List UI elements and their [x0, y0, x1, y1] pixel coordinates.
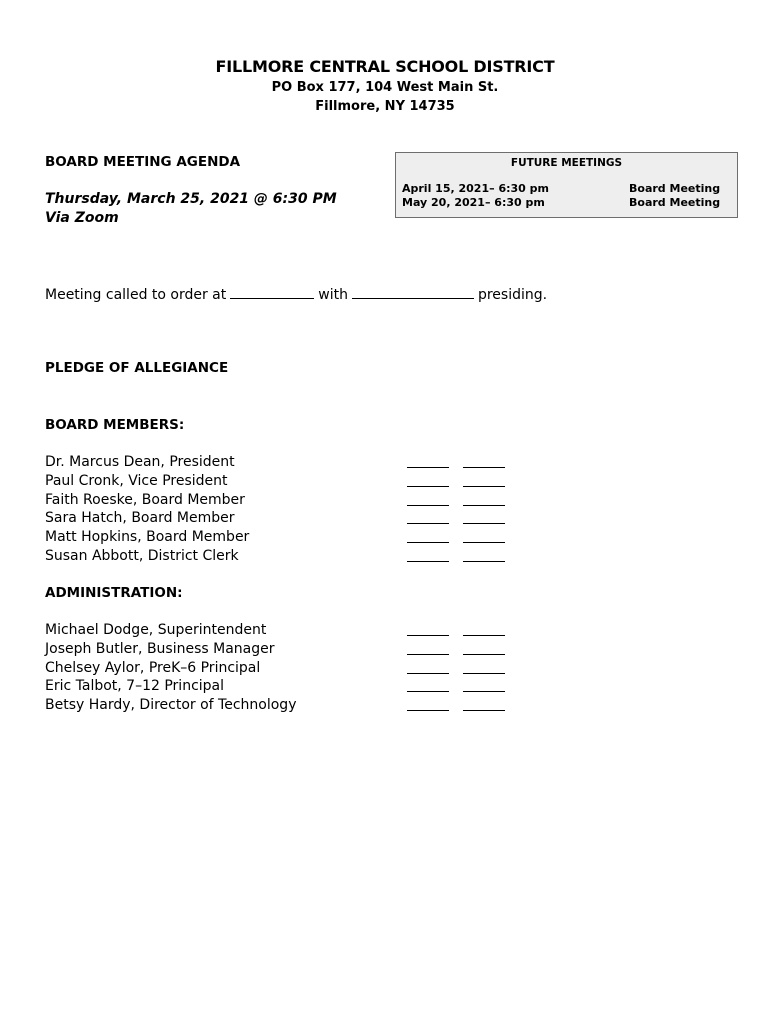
future-meeting-row	[402, 196, 732, 210]
attendance-blank	[407, 673, 449, 674]
board-members-list	[45, 453, 515, 566]
call-to-order-line	[45, 286, 547, 303]
future-meeting-row	[402, 182, 732, 196]
list-item	[45, 696, 515, 715]
list-item	[45, 547, 515, 566]
attendance-blank	[407, 523, 449, 524]
admin-name: Eric Talbot, 7–12 Principal	[45, 678, 225, 695]
call-to-order-middle: with	[318, 287, 348, 303]
future-meeting-type: Board Meeting	[629, 196, 721, 209]
meeting-location: Via Zoom	[45, 210, 119, 226]
attendance-blank	[463, 654, 505, 655]
attendance-blank	[463, 505, 505, 506]
admin-name: Joseph Butler, Business Manager	[45, 640, 275, 657]
time-blank	[230, 286, 314, 299]
future-meetings-box	[395, 152, 738, 218]
agenda-title: BOARD MEETING AGENDA	[45, 154, 241, 170]
attendance-blank	[407, 505, 449, 506]
member-name: Matt Hopkins, Board Member	[45, 529, 250, 546]
district-name: FILLMORE CENTRAL SCHOOL DISTRICT	[215, 57, 555, 76]
list-item	[45, 509, 515, 528]
attendance-blank	[463, 467, 505, 468]
attendance-blank	[463, 561, 505, 562]
address-line-1: PO Box 177, 104 West Main St.	[271, 80, 499, 95]
future-meeting-type: Board Meeting	[629, 182, 721, 195]
attendance-blank	[463, 542, 505, 543]
attendance-blank	[407, 691, 449, 692]
administration-heading: ADMINISTRATION:	[45, 585, 183, 601]
list-item	[45, 453, 515, 472]
attendance-blank	[407, 635, 449, 636]
address-line-2: Fillmore, NY 14735	[315, 99, 455, 114]
member-name: Susan Abbott, District Clerk	[45, 547, 239, 564]
list-item	[45, 677, 515, 696]
list-item	[45, 621, 515, 640]
attendance-blank	[463, 710, 505, 711]
admin-name: Betsy Hardy, Director of Technology	[45, 697, 297, 714]
list-item	[45, 659, 515, 678]
member-name: Faith Roeske, Board Member	[45, 491, 245, 508]
call-to-order-suffix: presiding.	[477, 287, 548, 303]
member-name: Sara Hatch, Board Member	[45, 510, 235, 527]
attendance-blank	[407, 486, 449, 487]
attendance-blank	[463, 673, 505, 674]
attendance-blank	[463, 691, 505, 692]
attendance-blank	[407, 710, 449, 711]
list-item	[45, 472, 515, 491]
list-item	[45, 491, 515, 510]
meeting-date: Thursday, March 25, 2021 @ 6:30 PM	[45, 191, 337, 207]
future-meeting-date: May 20, 2021– 6:30 pm	[402, 196, 545, 209]
pledge-heading: PLEDGE OF ALLEGIANCE	[45, 360, 229, 376]
admin-name: Michael Dodge, Superintendent	[45, 622, 267, 638]
future-meetings-title: FUTURE MEETINGS	[510, 157, 623, 169]
list-item	[45, 528, 515, 547]
board-members-heading: BOARD MEMBERS:	[45, 417, 185, 433]
admin-name: Chelsey Aylor, PreK–6 Principal	[45, 659, 261, 676]
attendance-blank	[407, 561, 449, 562]
attendance-blank	[463, 635, 505, 636]
attendance-blank	[407, 654, 449, 655]
administration-list	[45, 621, 515, 715]
attendance-blank	[407, 542, 449, 543]
presider-blank	[352, 286, 474, 299]
call-to-order-prefix: Meeting called to order at	[45, 287, 227, 303]
attendance-blank	[463, 486, 505, 487]
list-item	[45, 640, 515, 659]
attendance-blank	[407, 467, 449, 468]
attendance-blank	[463, 523, 505, 524]
member-name: Dr. Marcus Dean, President	[45, 454, 235, 470]
member-name: Paul Cronk, Vice President	[45, 472, 228, 489]
future-meeting-date: April 15, 2021– 6:30 pm	[402, 182, 549, 195]
